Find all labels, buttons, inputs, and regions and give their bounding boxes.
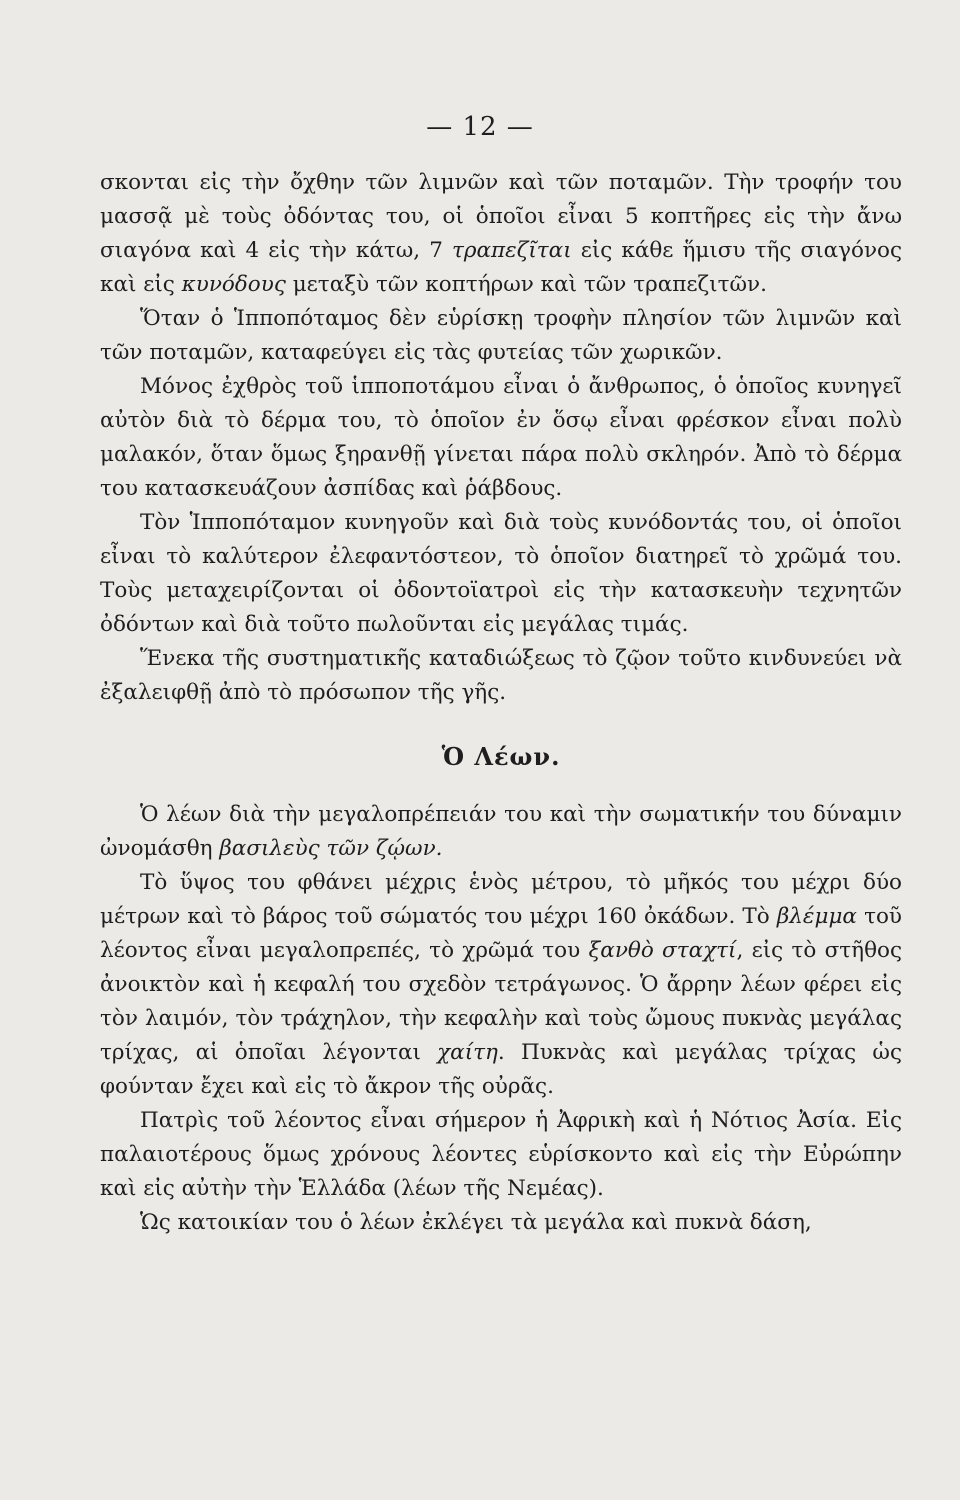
text-run: τοῦ λέοντος εἶναι μεγαλοπρεπές, τὸ χρῶμά του bbox=[100, 904, 902, 963]
page-number: — 12 — bbox=[426, 112, 534, 142]
italic-term: βασιλεὺς τῶν ζῴων. bbox=[219, 836, 443, 861]
italic-term: ξανθὸ σταχτί bbox=[588, 938, 737, 963]
paragraph: Ὅταν ὁ Ἱπποπόταμος δὲν εὑρίσκῃ τροφὴν πλησίον τῶν λιμνῶν καὶ τῶν ποταμῶν, καταφεύγει εἰς τὰς φυτείας τῶν χωρικῶν. bbox=[100, 306, 902, 365]
italic-term: τραπεζῖται bbox=[451, 238, 572, 263]
italic-term: κυνόδους bbox=[181, 272, 286, 297]
paragraph: Τὸν Ἱπποπόταμον κυνηγοῦν καὶ διὰ τοὺς κυνόδοντάς του, οἱ ὁποῖοι εἶναι τὸ καλύτερον ἐλεφαντόστεον, τὸ ὁποῖον διατηρεῖ τὸ χρῶμά του. Τοὺς μεταχειρίζονται οἱ ὀδοντοϊατροὶ εἰς τὴν κατασκευὴν τεχνητῶν ὀδόντων καὶ διὰ τοῦτο πωλοῦνται εἰς μεγάλας τιμάς. bbox=[100, 510, 902, 637]
body-text bbox=[100, 166, 902, 1240]
text-run: . Πυκνὰς καὶ μεγάλας τρίχας ὡς φούνταν ἔχει καὶ εἰς τὸ ἄκρον τῆς οὐρᾶς. bbox=[100, 1040, 902, 1099]
text-run: Τὸ ὕψος του φθάνει μέχρις ἑνὸς μέτρου, τὸ μῆκός του μέχρι δύο μέτρων καὶ τὸ βάρος τοῦ σώματός του μέχρι 160 ὀκάδων. Τὸ bbox=[100, 870, 902, 929]
paragraph bbox=[100, 798, 902, 866]
paragraph: Πατρὶς τοῦ λέοντος εἶναι σήμερον ἡ Ἀφρικὴ καὶ ἡ Νότιος Ἀσία. Εἰς παλαιοτέρους ὅμως χρόνους λέοντες εὑρίσκοντο καὶ εἰς τὴν Εὐρώπην καὶ εἰς αὐτὴν τὴν Ἑλλάδα (λέων τῆς Νεμέας). bbox=[100, 1108, 902, 1201]
italic-term: βλέμμα bbox=[776, 904, 857, 929]
paragraph-continuation bbox=[100, 166, 902, 302]
text-run: εἰς κάθε ἥμισυ τῆς σιαγόνος καὶ εἰς bbox=[100, 238, 903, 297]
section-heading: Ὁ Λέων. bbox=[441, 742, 561, 771]
text-run: Ὁ λέων διὰ τὴν μεγαλοπρέπειάν του καὶ τὴν σωματικήν του δύναμιν ὠνομάσθη bbox=[100, 802, 902, 861]
text-run: σκονται εἰς τὴν ὄχθην τῶν λιμνῶν καὶ τῶν ποταμῶν. Τὴν τροφήν του μασσᾷ μὲ τοὺς ὀδόντας του, οἱ ὁποῖοι εἶναι 5 κοπτῆρες εἰς τὴν ἄνω σιαγόνα καὶ 4 εἰς τὴν κάτω, 7 bbox=[100, 170, 902, 263]
paragraph: Μόνος ἐχθρὸς τοῦ ἱπποποτάμου εἶναι ὁ ἄνθρωπος, ὁ ὁποῖος κυνηγεῖ αὐτὸν διὰ τὸ δέρμα του, τὸ ὁποῖον ἐν ὅσῳ εἶναι φρέσκον εἶναι πολὺ μαλακόν, ὅταν ὅμως ξηρανθῇ γίνεται πάρα πολὺ σκληρόν. Ἀπὸ τὸ δέρμα του κατασκευάζουν ἀσπίδας καὶ ῥάβδους. bbox=[100, 374, 902, 501]
paragraph: Ὡς κατοικίαν του ὁ λέων ἐκλέγει τὰ μεγάλα καὶ πυκνὰ δάση, bbox=[140, 1210, 812, 1235]
paragraph: Ἕνεκα τῆς συστηματικῆς καταδιώξεως τὸ ζῷον τοῦτο κινδυνεύει νὰ ἐξαλειφθῇ ἀπὸ τὸ πρόσωπον τῆς γῆς. bbox=[100, 646, 902, 705]
text-run: , εἰς τὸ στῆθος ἀνοικτὸν καὶ ἡ κεφαλή του σχεδὸν τετράγωνος. Ὁ ἄρρην λέων φέρει εἰς τὸν λαιμόν, τὸν τράχηλον, τὴν κεφαλὴν καὶ τοὺς ὤμους πυκνὰς μεγάλας τρίχας, αἱ ὁποῖαι λέγονται bbox=[100, 938, 902, 1065]
italic-term: χαίτη bbox=[437, 1040, 498, 1065]
paragraph bbox=[100, 866, 902, 1104]
text-run: μεταξὺ τῶν κοπτήρων καὶ τῶν τραπεζιτῶν. bbox=[285, 272, 767, 297]
